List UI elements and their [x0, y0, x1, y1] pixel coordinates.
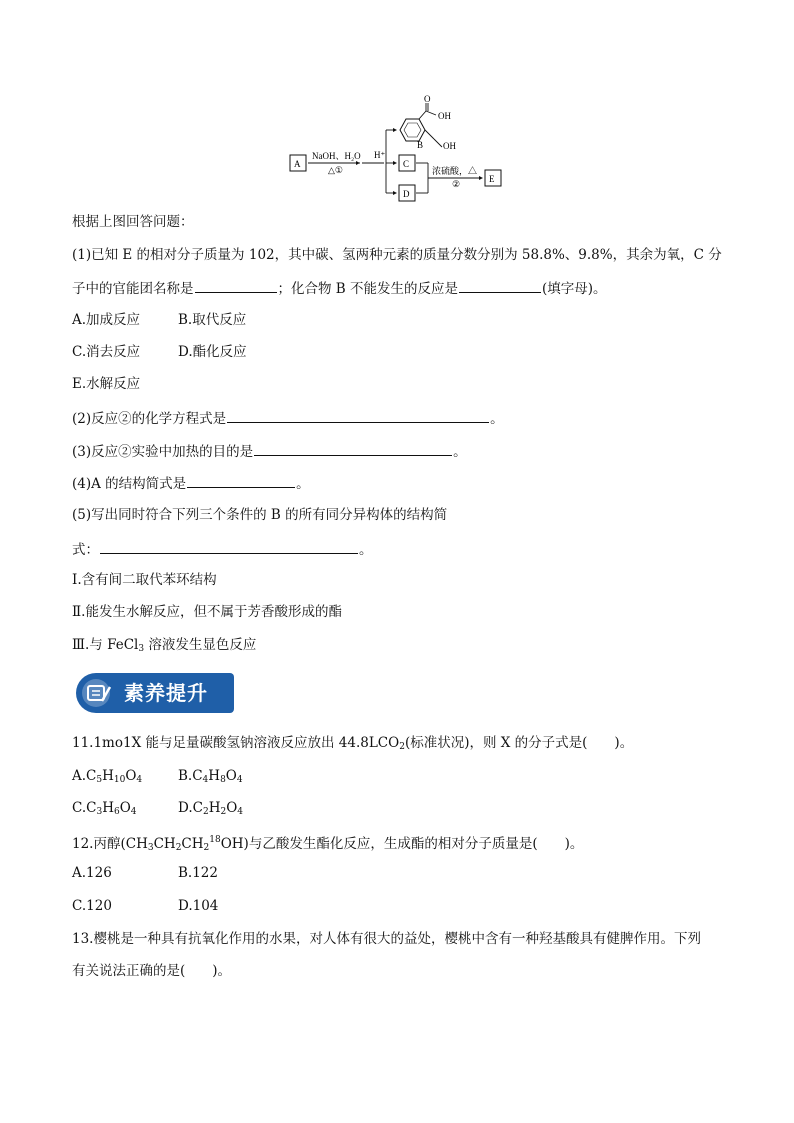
- q10-p5-line2: [72, 539, 373, 559]
- q12-options-row1: [72, 864, 218, 882]
- q12-stem: 12.丙醇$(CH_3CH_2CH_2^{18}OH)$与乙酸发生酯化反应，生成酯的相对分子质量是( )。: [72, 835, 584, 853]
- q12-option-c: C.120: [72, 898, 112, 914]
- q11-stem-b: (标准状况)，则 X 的分子式是( )。: [404, 735, 634, 751]
- node-d-label: D: [403, 189, 410, 199]
- condition-3: [72, 636, 256, 658]
- reagent-2-top: 浓硫酸，△: [432, 166, 478, 176]
- period: 。: [296, 476, 310, 492]
- answer-blank: [227, 408, 489, 423]
- option-a: A.加成反应: [72, 312, 141, 328]
- answer-blank: [459, 278, 541, 293]
- q11-options-row2: [72, 799, 243, 821]
- q11-stem-sub: 2: [399, 742, 405, 752]
- condition-1: Ⅰ.含有间二取代苯环结构: [72, 572, 217, 588]
- q12-option-d: D.104: [178, 898, 219, 914]
- node-a-label: A: [294, 159, 301, 169]
- q10-p2: [72, 408, 504, 428]
- q11-stem-a: 11.1mo1X 能与足量碳酸氢钠溶液反应放出 44.8LCO: [72, 735, 400, 751]
- q10-p1-line2b: ；化合物 B 不能发生的反应是: [277, 281, 459, 297]
- condition-3-text-a: Ⅲ.与 FeCl: [72, 637, 139, 653]
- q10-p5-line1: (5)写出同时符合下列三个条件的 B 的所有同分异构体的结构简: [72, 507, 448, 523]
- q10-p3-text: (3)反应②实验中加热的目的是: [72, 444, 254, 460]
- answer-blank: [187, 473, 295, 488]
- q11-option-c: $C.C_3H_6O_4$: [72, 800, 137, 817]
- q10-p5-line2-text: 式：: [72, 542, 99, 558]
- node-e-label: E: [489, 174, 495, 184]
- q10-options-row2: [72, 343, 247, 361]
- node-c-label: C: [403, 159, 410, 169]
- reaction-scheme-diagram: [280, 95, 520, 205]
- option-e: E.水解反应: [72, 376, 141, 392]
- q11-options-row1: [72, 767, 243, 789]
- oh-label-2: OH: [443, 141, 456, 151]
- q10-p4: [72, 473, 310, 493]
- pencil-book-icon: [80, 677, 116, 709]
- reagent-1-bottom: △①: [328, 165, 343, 175]
- answer-blank: [100, 539, 358, 554]
- q11-option-b: $B.C_4H_8O_4$: [178, 768, 243, 785]
- condition-3-text-b: 溶液发生显色反应: [144, 637, 257, 653]
- option-b: B.取代反应: [178, 312, 247, 328]
- option-c: C.消去反应: [72, 344, 141, 360]
- q11-stem: [72, 734, 633, 756]
- period: 。: [359, 542, 373, 558]
- reagent-2-bottom: ②: [452, 179, 461, 189]
- q10-p2-text: (2)反应②的化学方程式是: [72, 411, 227, 427]
- q13-line1: 13.樱桃是一种具有抗氧化作用的水果，对人体有很大的益处，樱桃中含有一种羟基酸具有健脾作用。下列: [72, 931, 701, 947]
- answer-blank: [254, 441, 452, 456]
- q11-option-d: $D.C_2H_2O_4$: [178, 800, 244, 817]
- q10-p1-line2c: (填字母)。: [542, 281, 607, 297]
- o-label: O: [424, 95, 431, 104]
- period: 。: [453, 444, 467, 460]
- q10-options-row1: [72, 311, 246, 329]
- q10-p4-text: (4)A 的结构简式是: [72, 476, 187, 492]
- q10-intro: 根据上图回答问题：: [72, 214, 194, 230]
- q11-option-a: $A.C_5H_{10}O_4$: [72, 768, 143, 785]
- condition-2: Ⅱ.能发生水解反应，但不属于芳香酸形成的酯: [72, 604, 342, 620]
- period: 。: [490, 411, 504, 427]
- q12-option-a: A.126: [72, 865, 112, 881]
- oh-label-1: OH: [438, 111, 451, 121]
- section-title: 素养提升: [124, 681, 208, 705]
- q13-line2: 有关说法正确的是( )。: [72, 963, 232, 979]
- q10-p1-line1: (1)已知 E 的相对分子质量为 102，其中碳、氢两种元素的质量分数分别为 58.8%、9.8%，其余为氧，C 分: [72, 247, 722, 263]
- q12-options-row2: [72, 897, 218, 915]
- q10-p1-line2: [72, 278, 607, 298]
- reagent-h: H⁺: [374, 150, 386, 160]
- q10-p1-line2a: 子中的官能团名称是: [72, 281, 194, 297]
- node-b-label: B: [417, 140, 424, 150]
- option-d: D.酯化反应: [178, 344, 247, 360]
- q12-option-b: B.122: [178, 865, 218, 881]
- condition-3-sub: 3: [138, 644, 145, 654]
- q10-p3: [72, 441, 467, 461]
- reagent-1-top: NaOH、H₂O: [312, 151, 361, 161]
- answer-blank: [195, 278, 277, 293]
